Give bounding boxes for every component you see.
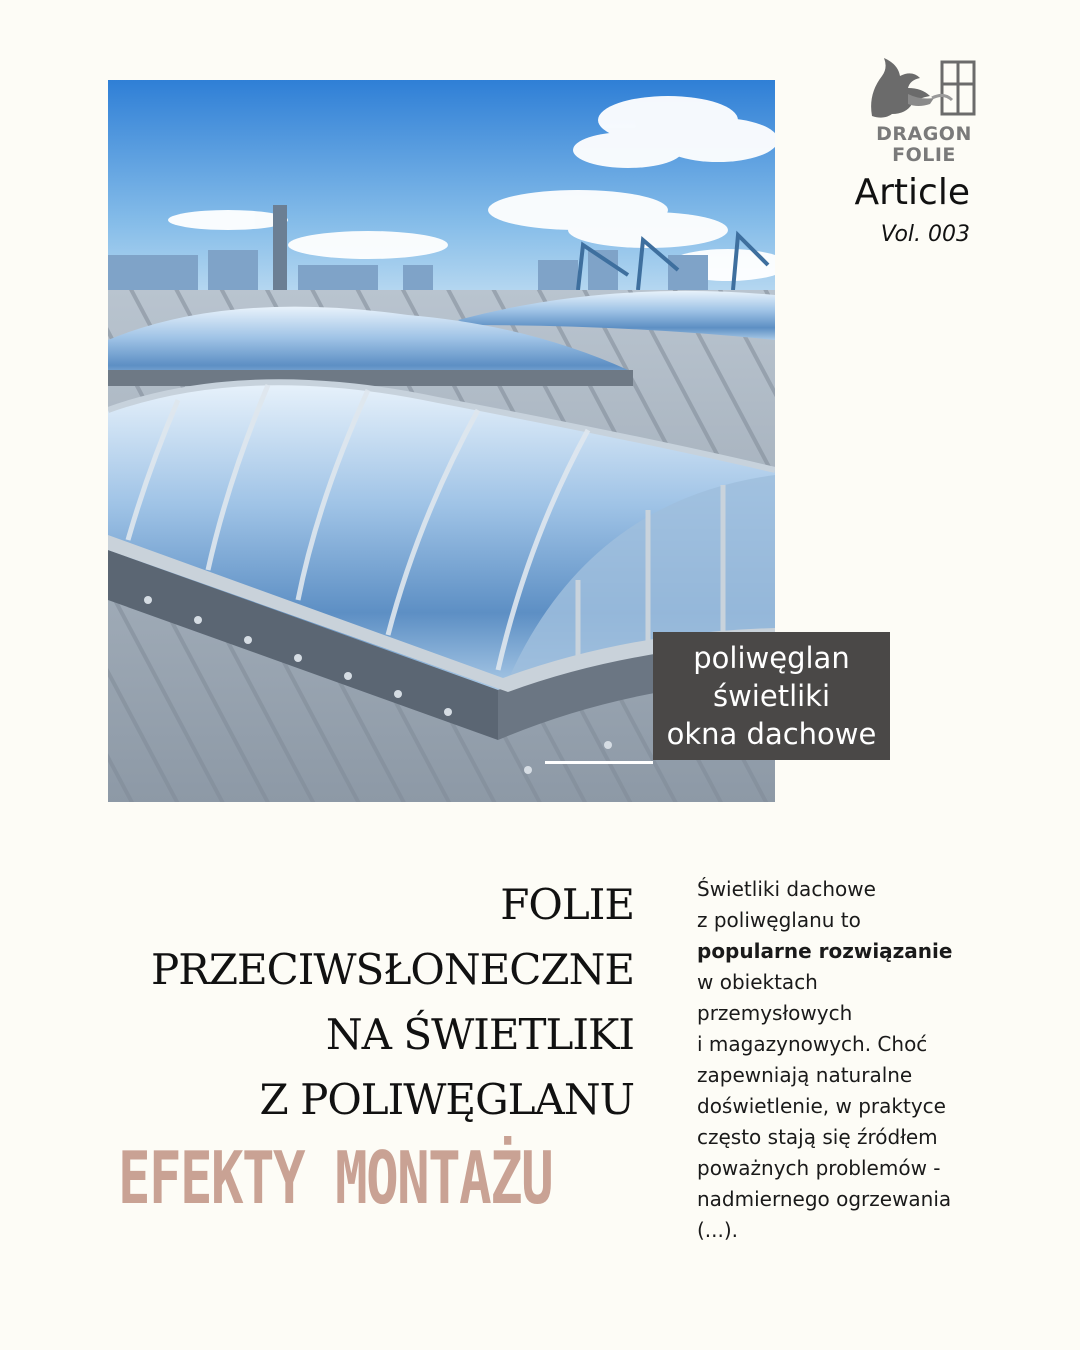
body-line: przemysłowych xyxy=(697,1001,853,1025)
body-line: zapewniają naturalne xyxy=(697,1063,913,1087)
brand-name xyxy=(862,124,986,166)
brand-line-2: FOLIE xyxy=(892,144,956,166)
body-line: nadmiernego ogrzewania xyxy=(697,1187,952,1211)
tag-line-1: poliwęglan xyxy=(693,641,850,675)
brand-line-1: DRAGON xyxy=(876,123,972,145)
body-line: i magazynowych. Choć xyxy=(697,1032,928,1056)
headline xyxy=(151,872,634,1132)
tag-line-2: świetliki xyxy=(712,679,831,713)
body-line: w obiektach xyxy=(697,970,818,994)
body-line: doświetlenie, w praktyce xyxy=(697,1094,946,1118)
body-line: poważnych problemów - xyxy=(697,1156,941,1180)
headline-highlight: EFEKTY MONTAŻU xyxy=(118,1136,553,1220)
article-label: Article xyxy=(854,172,970,213)
tag-line-3: okna dachowe xyxy=(666,717,877,751)
body-line: często stają się źródłem xyxy=(697,1125,938,1149)
intro-paragraph xyxy=(697,874,997,1246)
headline-line-1: FOLIE xyxy=(500,880,634,929)
headline-line-2: PRZECIWSŁONECZNE xyxy=(150,945,634,994)
tag-underline xyxy=(545,761,653,764)
volume-label: Vol. 003 xyxy=(880,222,970,247)
body-bold: popularne rozwiązanie xyxy=(697,939,953,963)
body-line: z poliwęglanu to xyxy=(697,908,861,932)
body-line: (...). xyxy=(697,1218,739,1242)
body-line: Świetliki dachowe xyxy=(697,877,876,901)
tag-box xyxy=(653,632,890,760)
headline-line-4: Z POLIWĘGLANU xyxy=(259,1075,634,1124)
headline-line-3: NA ŚWIETLIKI xyxy=(325,1010,634,1059)
